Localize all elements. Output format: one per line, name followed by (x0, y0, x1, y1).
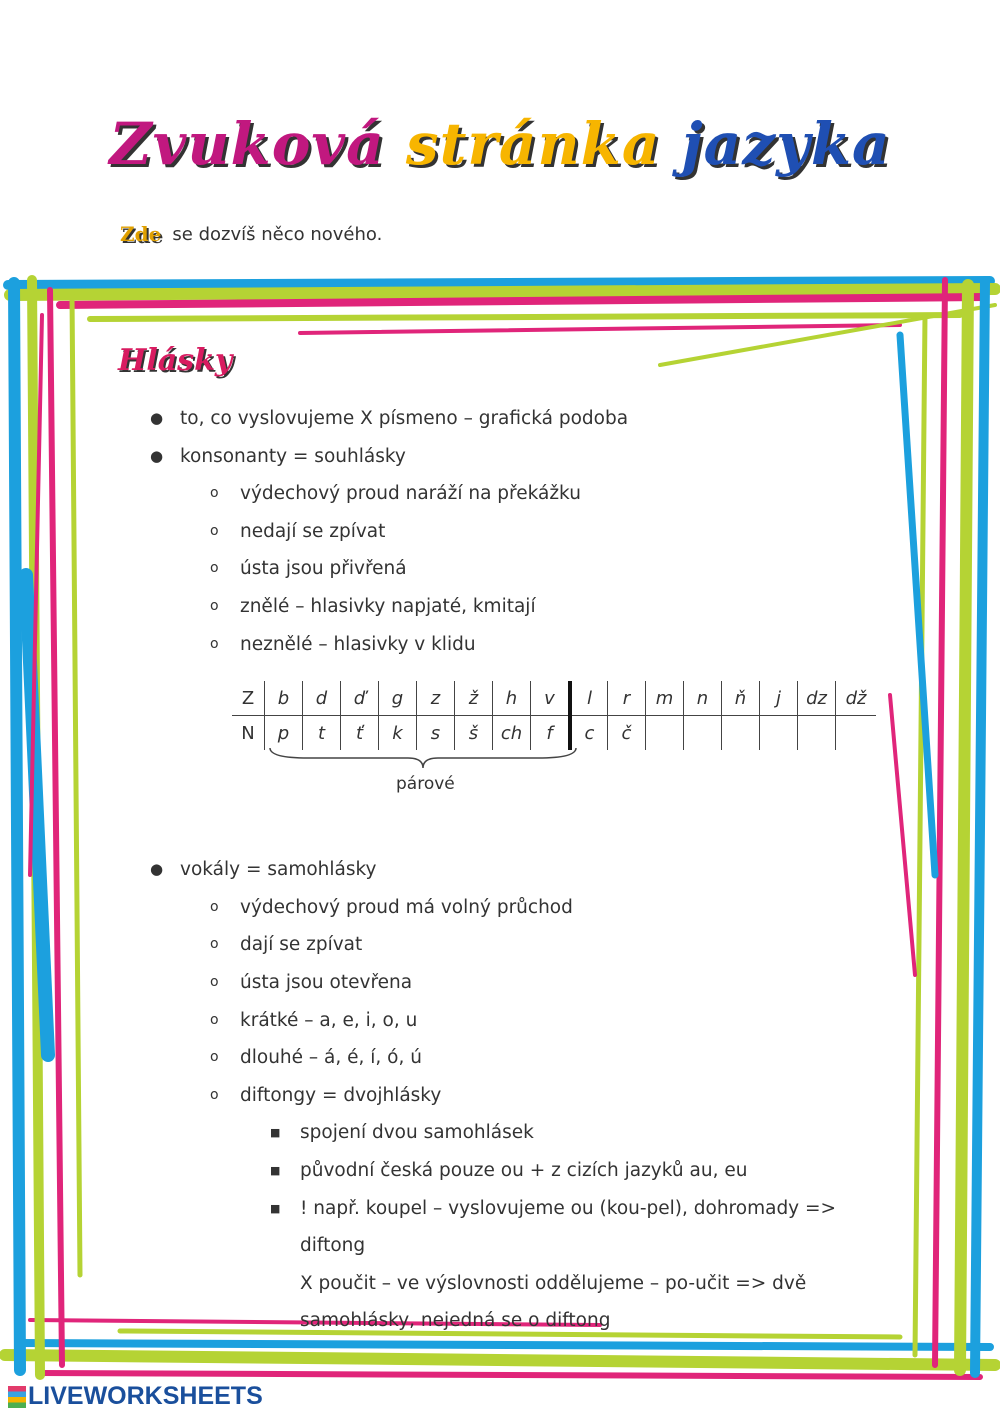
table-cell: f (531, 716, 571, 751)
table-cell (684, 716, 722, 751)
consonant-table (232, 681, 876, 750)
table-cell: l (570, 681, 608, 716)
table-cell: g (379, 681, 417, 716)
table-cell (760, 716, 798, 751)
logo-icon (8, 1386, 26, 1408)
table-cell: p (265, 716, 303, 751)
table-cell: r (608, 681, 646, 716)
bullet-square-icon: ■ (270, 1126, 281, 1140)
list-item: ● konsonanty = souhlásky (150, 438, 870, 476)
sub-list-item: o ústa jsou přivřená (150, 550, 870, 588)
table-cell: š (455, 716, 493, 751)
sub-list-item: o dlouhé – á, é, í, ó, ú (150, 1039, 870, 1077)
intro-text: se dozvíš něco nového. (172, 223, 383, 245)
bullet-circle-icon: o (210, 973, 219, 990)
table-cell: v (531, 681, 571, 716)
bullet-circle-icon: o (210, 635, 219, 652)
intro-line (120, 222, 382, 262)
bullet-circle-icon: o (210, 485, 219, 502)
bullet-circle-icon: o (210, 597, 219, 614)
bullet-disc-icon: ● (150, 409, 164, 427)
footer-brand (8, 1382, 263, 1411)
sub-list-item: o výdechový proud naráží na překážku (150, 475, 870, 513)
intro-highlight: Zde (120, 222, 162, 246)
sub-list-item: o krátké – a, e, i, o, u (150, 1002, 870, 1040)
table-cell (722, 716, 760, 751)
continuation-line: samohlásky, nejedná se o diftong (300, 1310, 611, 1332)
table-cell (798, 716, 836, 751)
subsub-list-item: ■ ! např. koupel – vyslovujeme ou (kou-pel), dohromady => (150, 1190, 870, 1228)
table-cell: n (684, 681, 722, 716)
bullet-square-icon: ■ (270, 1201, 281, 1215)
table-cell: dz (798, 681, 836, 716)
table-cell: k (379, 716, 417, 751)
page-title (0, 110, 1000, 178)
table-cell: j (760, 681, 798, 716)
voiceless-row (232, 716, 876, 751)
sub-list-item: o diftongy = dvojhlásky (150, 1077, 870, 1115)
bullet-circle-icon: o (210, 1086, 219, 1103)
section-title-text: Hlásky (118, 343, 233, 378)
sub-list-item: o ústa jsou otevřena (150, 964, 870, 1002)
bullet-disc-icon: ● (150, 860, 164, 879)
table-cell: z (417, 681, 455, 716)
paired-label: párové (396, 774, 455, 794)
bullet-circle-icon: o (210, 560, 219, 577)
table-cell: c (570, 716, 608, 751)
table-cell: dž (836, 681, 877, 716)
sub-list-item: o neznělé – hlasivky v klidu (150, 626, 870, 664)
table-cell: ň (722, 681, 760, 716)
bullet-circle-icon: o (210, 1011, 219, 1028)
subsub-list-item: ■ původní česká pouze ou + z cizích jazyků au, eu (150, 1152, 870, 1190)
table-cell: č (608, 716, 646, 751)
table-cell: b (265, 681, 303, 716)
table-cell: s (417, 716, 455, 751)
bullet-square-icon: ■ (270, 1163, 281, 1177)
table-cell: ď (341, 681, 379, 716)
table-cell: t (303, 716, 341, 751)
table-cell: m (646, 681, 684, 716)
footer-brand-text: LIVEWORKSHEETS (28, 1382, 263, 1410)
continuation-line: diftong (300, 1235, 366, 1257)
voiceless-label: N (232, 716, 265, 751)
list-item: ● vokály = samohlásky (150, 851, 870, 889)
table-cell: ž (455, 681, 493, 716)
table-cell: d (303, 681, 341, 716)
bullet-circle-icon: o (210, 898, 219, 915)
bullet-circle-icon: o (210, 1049, 219, 1066)
bullet-circle-icon: o (210, 522, 219, 539)
table-cell (646, 716, 684, 751)
bullet-disc-icon: ● (150, 446, 164, 465)
sub-list-item: o znělé – hlasivky napjaté, kmitají (150, 588, 870, 626)
title-word-1: Zvuková (109, 110, 385, 178)
table-cell: h (493, 681, 531, 716)
voiced-row (232, 681, 876, 716)
title-word-2: stránka (405, 110, 661, 178)
sub-list-item: o nedají se zpívat (150, 513, 870, 551)
sub-list-item: o dají se zpívat (150, 926, 870, 964)
continuation-line: X poučit – ve výslovnosti oddělujeme – po-učit => dvě (300, 1272, 807, 1294)
table-cell: ch (493, 716, 531, 751)
sub-list-item: o výdechový proud má volný průchod (150, 889, 870, 927)
subsub-list-item: ■ spojení dvou samohlásek (150, 1114, 870, 1152)
content-list (150, 400, 870, 1340)
bullet-circle-icon: o (210, 936, 219, 953)
table-cell: ť (341, 716, 379, 751)
list-item: ● to, co vyslovujeme X písmeno – grafická podoba (150, 400, 870, 438)
section-title (118, 343, 232, 378)
brace-icon (268, 746, 578, 770)
table-cell (836, 716, 877, 751)
voiced-label: Z (232, 681, 265, 716)
title-word-3: jazyka (681, 110, 891, 178)
